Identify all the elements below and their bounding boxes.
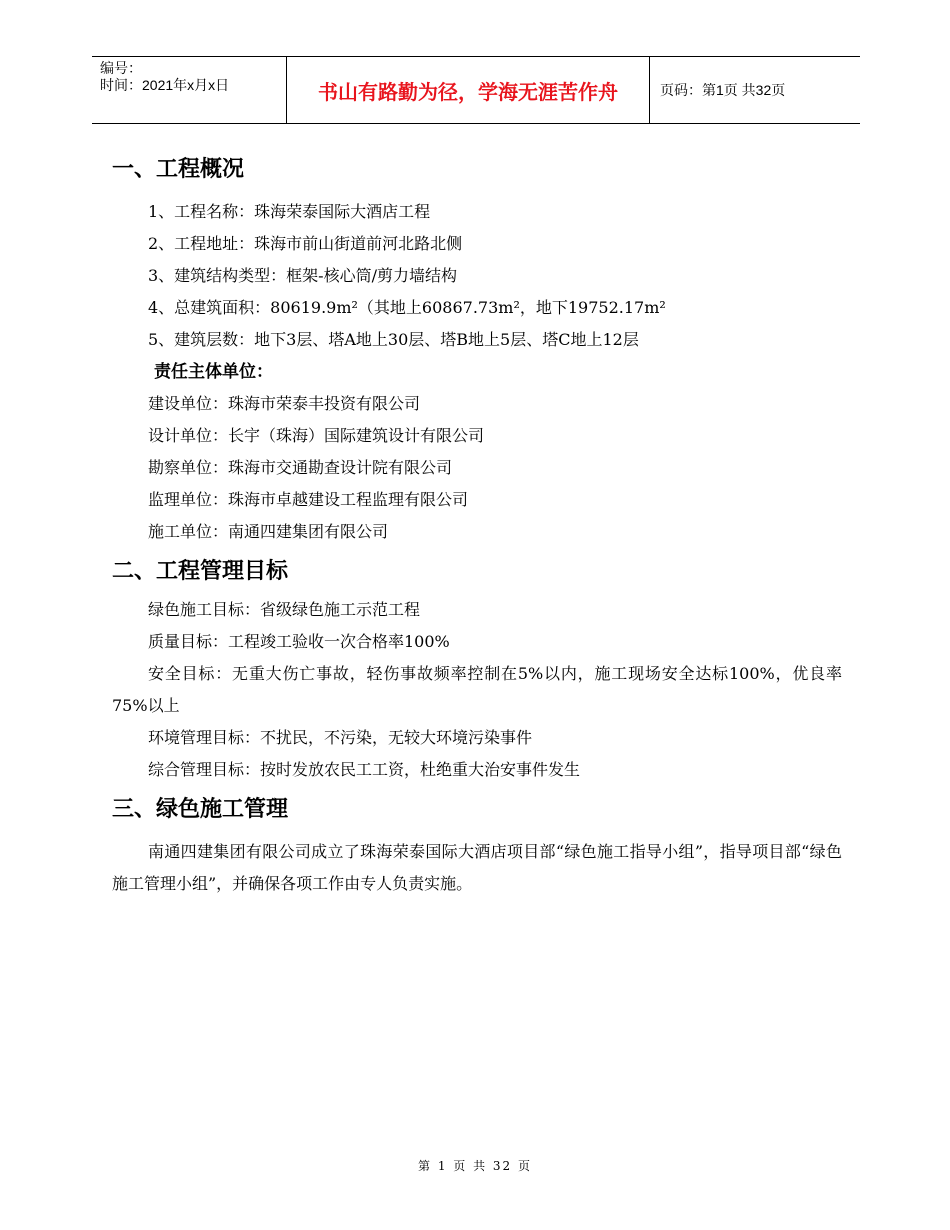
time-label: 时间：2021年x月x日 — [100, 77, 230, 93]
paragraph: 5、建筑层数：地下3层、塔A地上30层、塔B地上5层、塔C地上12层 — [148, 330, 639, 349]
paragraph: 监理单位：珠海市卓越建设工程监理有限公司 — [148, 490, 469, 509]
paragraph: 4、总建筑面积：80619.9m²（其地上60867.73m²，地下19752.17m² — [148, 298, 666, 317]
paragraph: 勘察单位：珠海市交通勘查设计院有限公司 — [148, 458, 453, 477]
subsection-title: 责任主体单位： — [154, 362, 273, 382]
paragraph: 质量目标：工程竣工验收一次合格率100% — [148, 632, 450, 651]
paragraph: 安全目标：无重大伤亡事故，轻伤事故频率控制在5%以内，施工现场安全达标100%，优良率75%以上 — [112, 664, 842, 715]
paragraph: 施工单位：南通四建集团有限公司 — [148, 522, 389, 541]
paragraph: 南通四建集团有限公司成立了珠海荣泰国际大酒店项目部“绿色施工指导小组”，指导项目部“绿色施工管理小组”，并确保各项工作由专人负责实施。 — [112, 842, 842, 893]
header-motto: 书山有路勤为径，学海无涯苦作舟 — [287, 57, 650, 123]
section-title: 二、工程管理目标 — [112, 559, 289, 584]
page-footer: 第 1 页 共 32 页 — [418, 1159, 532, 1173]
document-body — [112, 150, 842, 900]
paragraph: 综合管理目标：按时发放农民工工资，杜绝重大治安事件发生 — [148, 760, 581, 779]
header-meta — [92, 57, 287, 123]
section-title: 三、绿色施工管理 — [112, 797, 289, 822]
paragraph: 3、建筑结构类型：框架-核心筒/剪力墙结构 — [148, 266, 457, 285]
number-label: 编号： — [100, 60, 142, 76]
paragraph: 2、工程地址：珠海市前山街道前河北路北侧 — [148, 234, 463, 253]
section-title: 一、工程概况 — [112, 157, 245, 182]
paragraph: 绿色施工目标：省级绿色施工示范工程 — [148, 600, 421, 619]
header-page-info: 页码：第1页 共32页 — [660, 82, 786, 98]
page-header — [92, 56, 860, 124]
paragraph: 建设单位：珠海市荣泰丰投资有限公司 — [148, 394, 421, 413]
paragraph: 1、工程名称：珠海荣泰国际大酒店工程 — [148, 202, 431, 221]
paragraph: 环境管理目标：不扰民，不污染，无较大环境污染事件 — [148, 728, 533, 747]
paragraph: 设计单位：长宇（珠海）国际建筑设计有限公司 — [148, 426, 485, 445]
